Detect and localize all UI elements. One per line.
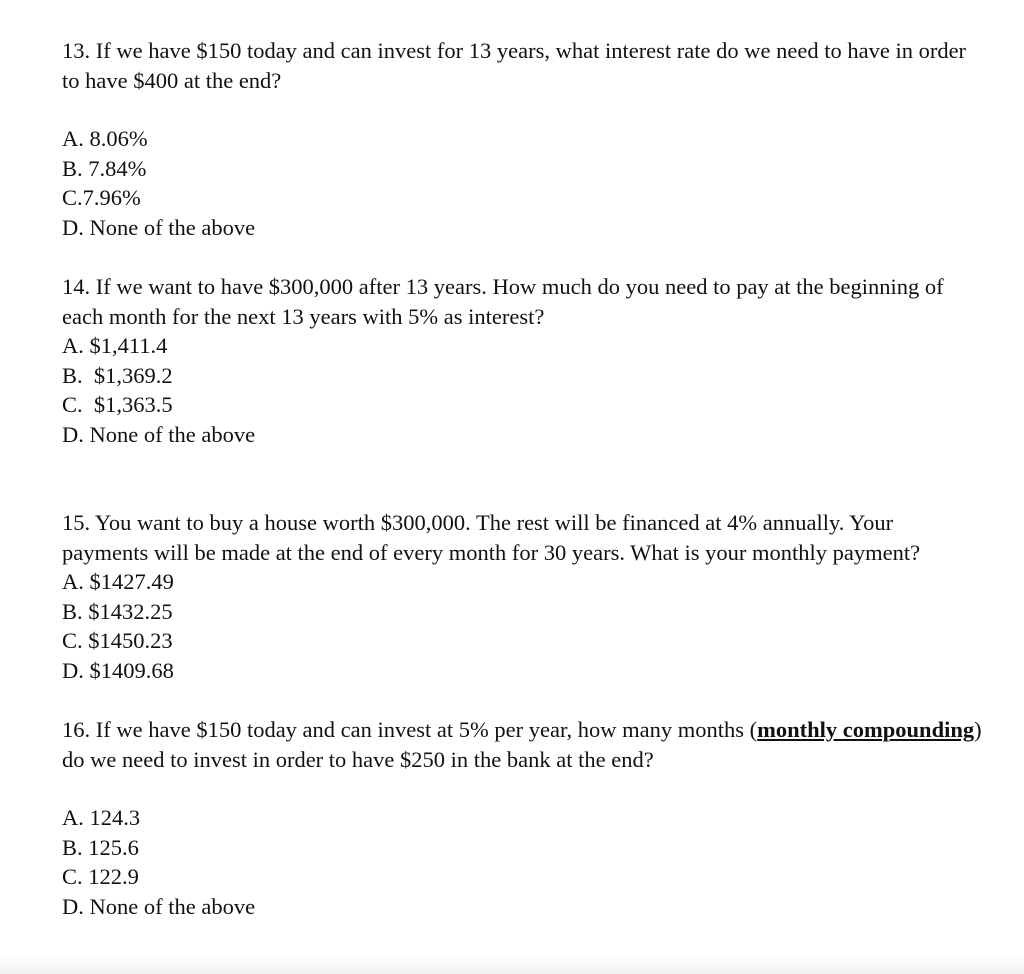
question-14-options [62,331,982,449]
question-15-options [62,567,982,685]
question-13-option-d: D. None of the above [62,214,256,240]
question-13-option-a: A. 8.06% [62,126,148,151]
question-16-option-d: D. None of the above [62,893,256,919]
question-15 [62,508,982,685]
question-16-emphasis: monthly compounding [757,717,975,742]
question-15-option-c: C. $1450.23 [62,628,173,653]
question-14-stem: 14. If we want to have $300,000 after 13 years. How much do you need to pay at the beginning of each month for the next 13 years with 5% as interest? [62,274,944,329]
question-16-stem-start: 16. If we have $150 today and can invest at 5% per year, how many months ( [62,717,758,742]
question-16-options [62,803,982,921]
question-13-option-b: B. 7.84% [62,155,147,181]
question-16-option-c: C. 122.9 [62,864,139,889]
question-14 [62,272,982,449]
question-13-option-c: C.7.96% [62,185,141,210]
question-15-option-a: A. $1427.49 [62,569,174,594]
question-14-option-d: D. None of the above [62,421,256,447]
question-13-stem: 13. If we have $150 today and can invest for 13 years, what interest rate do we need to have in order to have $400 at the end? [62,38,967,93]
question-15-stem: 15. You want to buy a house worth $300,000. The rest will be financed at 4% annually. Your payments will be made at the end of every month for 30 years. What is your monthly payment? [62,510,921,565]
bottom-edge-shadow [0,956,1024,974]
document-page [62,36,982,921]
question-13 [62,36,982,242]
question-16-option-b: B. 125.6 [62,834,139,860]
question-16 [62,715,982,921]
question-13-options [62,124,982,242]
question-16-stem-end: ) do we need to invest in order to have $250 in the bank at the end? [62,717,982,772]
question-15-option-b: B. $1432.25 [62,598,173,624]
question-14-option-c: C. $1,363.5 [62,392,173,417]
question-16-option-a: A. 124.3 [62,805,141,830]
question-14-option-a: A. $1,411.4 [62,333,168,358]
question-16-stem [62,715,982,774]
question-14-option-b: B. $1,369.2 [62,362,173,388]
question-15-option-d: D. $1409.68 [62,657,174,683]
